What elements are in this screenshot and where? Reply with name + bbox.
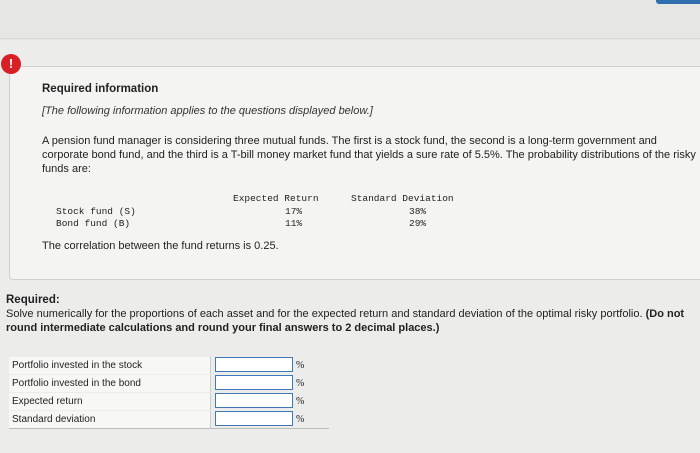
rounding-instruction: (Do not round intermediate calculations and round your final answers to 2 decimal places.): [6, 308, 685, 334]
table-bottom-border: [9, 428, 329, 429]
bond-proportion-input[interactable]: [215, 375, 293, 390]
answer-row-std-dev: [9, 411, 329, 428]
required-information-heading: Required information: [42, 83, 159, 95]
header-standard-deviation: Standard Deviation: [351, 193, 454, 204]
percent-unit: %: [296, 414, 305, 425]
expected-return-input[interactable]: [215, 393, 293, 408]
std-dev-input[interactable]: [215, 411, 293, 426]
exclamation-alert-icon: !: [1, 54, 21, 74]
required-text: Solve numerically for the proportions of each asset and for the expected return and standard deviation of the optimal risky portfolio.: [6, 308, 643, 320]
stock-expected-return: 17%: [285, 206, 303, 217]
required-instructions: [6, 307, 696, 335]
stock-proportion-input[interactable]: [215, 357, 293, 372]
answer-row-bond: [9, 375, 329, 392]
answer-row-expected-return: [9, 393, 329, 410]
help-button[interactable]: [656, 0, 700, 4]
problem-paragraph: A pension fund manager is considering three mutual funds. The first is a stock fund, the second is a long-term government and corporate bond fund, and the third is a T-bill money market fund that yields a sure rate of 5.5%. The probability distributions of the risky funds are:: [42, 135, 696, 175]
answer-row-stock: [9, 357, 329, 374]
percent-unit: %: [296, 378, 305, 389]
answer-label-stock: Portfolio invested in the stock: [9, 357, 211, 374]
stock-std-dev: 38%: [409, 206, 427, 217]
top-divider: [0, 38, 700, 39]
bond-std-dev: 29%: [409, 218, 427, 229]
bond-fund-label: Bond fund (B): [56, 218, 131, 229]
required-heading: Required:: [6, 294, 60, 306]
top-strip: [0, 0, 700, 40]
stock-fund-label: Stock fund (S): [56, 206, 136, 217]
percent-unit: %: [296, 360, 305, 371]
answer-label-expected-return: Expected return: [9, 393, 211, 410]
answer-label-bond: Portfolio invested in the bond: [9, 375, 211, 392]
info-note: [The following information applies to the questions displayed below.]: [42, 105, 373, 117]
percent-unit: %: [296, 396, 305, 407]
bond-expected-return: 11%: [285, 218, 303, 229]
correlation-text: The correlation between the fund returns is 0.25.: [42, 240, 279, 252]
answer-label-std-dev: Standard deviation: [9, 411, 211, 428]
header-expected-return: Expected Return: [233, 193, 319, 204]
